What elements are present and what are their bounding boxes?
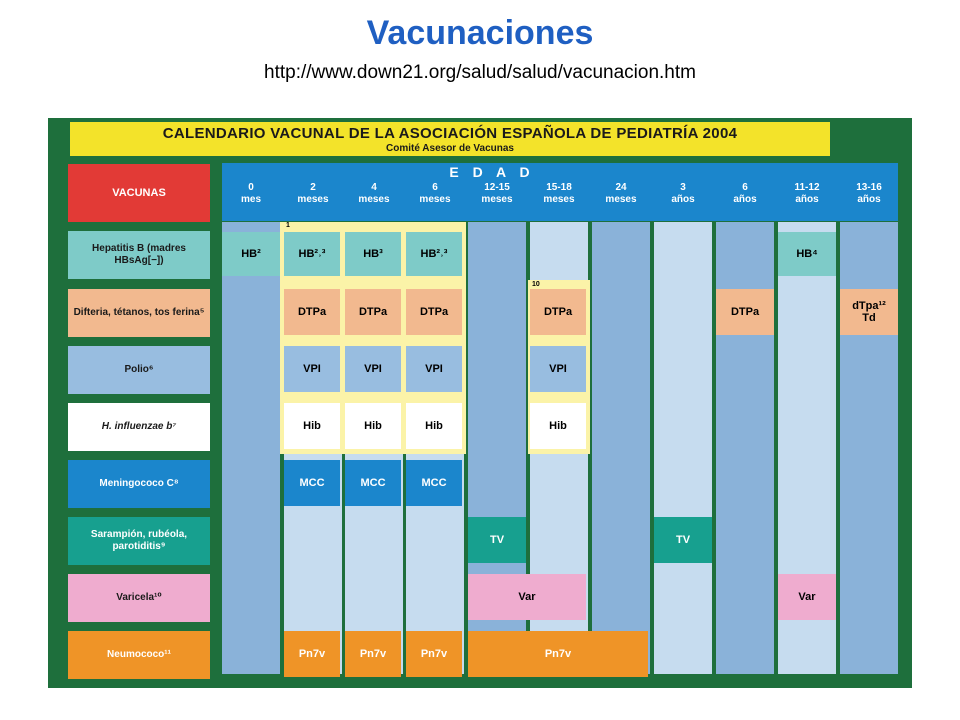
cell-pn-2: Pn7v bbox=[284, 631, 340, 677]
age-band bbox=[654, 222, 712, 674]
cell-var-12: Var bbox=[468, 574, 586, 620]
cell-dtpa-2: DTPa bbox=[284, 289, 340, 335]
cell-pn-4: Pn7v bbox=[345, 631, 401, 677]
cell-vpi-4: VPI bbox=[345, 346, 401, 392]
cell-dtpa-6: DTPa bbox=[406, 289, 462, 335]
cell-mcc-6: MCC bbox=[406, 460, 462, 506]
footnote-marker: 10 bbox=[532, 281, 540, 288]
row-label-srp: Sarampión, rubéola, parotiditis⁹ bbox=[68, 517, 210, 565]
cell-dtpa-13: dTpa¹² bbox=[852, 300, 886, 312]
cell-dtpa-4: DTPa bbox=[345, 289, 401, 335]
calendar-header-subtitle: Comité Asesor de Vacunas bbox=[385, 143, 514, 154]
cell-hib-4: Hib bbox=[345, 403, 401, 449]
cell-hb-2: HB²˒³ bbox=[284, 232, 340, 276]
row-label-polio: Polio⁶ bbox=[68, 346, 210, 394]
cell-tv-3y: TV bbox=[654, 517, 712, 563]
age-header: 2 meses bbox=[297, 182, 329, 205]
age-band bbox=[222, 222, 280, 674]
row-label-meningococo: Meningococo C⁸ bbox=[68, 460, 210, 508]
cell-mcc-4: MCC bbox=[345, 460, 401, 506]
age-header: 11-12 años bbox=[794, 182, 820, 205]
cell-vpi-15: VPI bbox=[530, 346, 586, 392]
age-header: 12-15 meses bbox=[481, 182, 513, 205]
cell-hib-15: Hib bbox=[530, 403, 586, 449]
age-header: 6 años bbox=[733, 182, 757, 205]
cell-vpi-2: VPI bbox=[284, 346, 340, 392]
age-header: 15-18 meses bbox=[543, 182, 575, 205]
vacunas-header: VACUNAS bbox=[68, 164, 210, 222]
cell-hb-6: HB²˒³ bbox=[406, 232, 462, 276]
row-label-dtp: Difteria, tétanos, tos ferina⁵ bbox=[68, 289, 210, 337]
row-label-hepatitis-b: Hepatitis B (madres HBsAg[−]) bbox=[68, 231, 210, 279]
cell-hb-4: HB³ bbox=[345, 232, 401, 276]
age-header: 3 años bbox=[671, 182, 695, 205]
age-header: 13-16 años bbox=[856, 182, 882, 205]
row-label-varicela: Varicela¹⁰ bbox=[68, 574, 210, 622]
source-url[interactable]: http://www.down21.org/salud/salud/vacunacion.htm bbox=[264, 62, 696, 83]
cell-var-11: Var bbox=[778, 574, 836, 620]
cell-pn-12: Pn7v bbox=[468, 631, 648, 677]
cell-td-13: Td bbox=[862, 312, 876, 324]
age-header: 24 meses bbox=[605, 182, 637, 205]
calendar-header bbox=[70, 122, 830, 156]
row-label-hib: H. influenzae b⁷ bbox=[68, 403, 210, 451]
cell-hib-2: Hib bbox=[284, 403, 340, 449]
age-header: 4 meses bbox=[358, 182, 390, 205]
age-band bbox=[592, 222, 650, 674]
age-header: 6 meses bbox=[419, 182, 451, 205]
cell-pn-6: Pn7v bbox=[406, 631, 462, 677]
cell-mcc-2: MCC bbox=[284, 460, 340, 506]
cell-hib-6: Hib bbox=[406, 403, 462, 449]
edad-label: E D A D bbox=[449, 164, 535, 180]
cell-dtpa-6y: DTPa bbox=[716, 289, 774, 335]
cell-vpi-6: VPI bbox=[406, 346, 462, 392]
age-header: 0 mes bbox=[240, 182, 261, 205]
cell-hb-0: HB² bbox=[222, 232, 280, 276]
footnote-marker: 1 bbox=[286, 222, 290, 229]
row-label-neumococo: Neumococo¹¹ bbox=[68, 631, 210, 679]
calendar-header-title: CALENDARIO VACUNAL DE LA ASOCIACIÓN ESPAÑOLA DE PEDIATRÍA 2004 bbox=[162, 125, 738, 142]
cell-hb-11: HB⁴ bbox=[778, 232, 836, 276]
slide-title: Vacunaciones bbox=[366, 14, 594, 52]
cell-dtpa-15: DTPa bbox=[530, 289, 586, 335]
cell-tv-12: TV bbox=[468, 517, 526, 563]
cell-dtpa-td-13 bbox=[840, 289, 898, 335]
